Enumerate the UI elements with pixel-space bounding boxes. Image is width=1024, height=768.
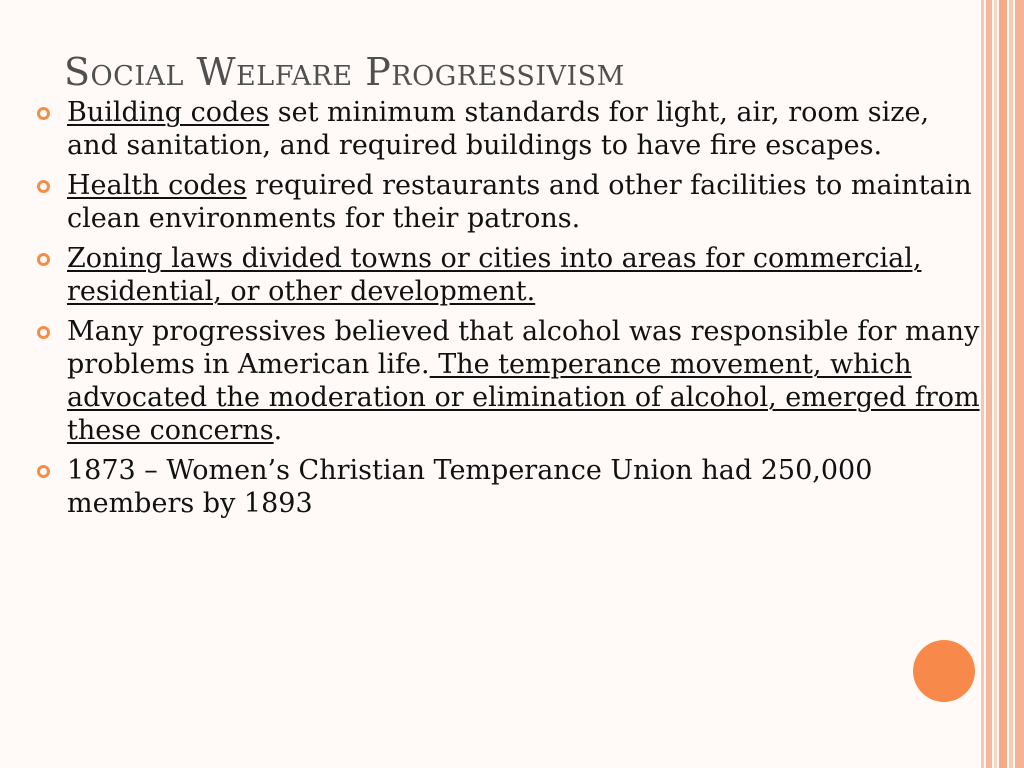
bullet-marker-icon <box>37 180 50 193</box>
bullet-marker-icon <box>37 465 50 478</box>
underlined-text: Zoning laws divided towns or cities into areas for commercial, residential, or other development. <box>67 243 922 307</box>
underlined-text: The temperance movement, which advocated the moderation or elimination of alcohol, emerged from these concerns <box>67 349 980 446</box>
orange-circle-decoration <box>913 640 975 702</box>
bullet-marker-icon <box>37 107 50 120</box>
edge-stripe <box>1009 0 1013 768</box>
bullet-item <box>34 96 982 162</box>
bullet-item <box>34 315 982 447</box>
underlined-text: Building codes <box>67 97 270 128</box>
bullet-marker-icon <box>37 326 50 339</box>
bullet-item <box>34 454 982 520</box>
edge-stripe <box>994 0 997 768</box>
bullet-text: Many progressives believed that alcohol was responsible for many problems in American life. <box>67 316 980 380</box>
edge-stripe <box>986 0 992 768</box>
slide-title: Social Welfare Progressivism <box>64 50 625 94</box>
bullet-item <box>34 169 982 235</box>
bullet-item <box>34 242 982 308</box>
underlined-text: Health codes <box>67 170 247 201</box>
bullet-text: . <box>273 415 283 446</box>
bullet-list <box>34 96 982 527</box>
bullet-text: required restaurants and other facilities to maintain clean environments for their patrons. <box>67 170 972 234</box>
bullet-text: set minimum standards for light, air, room size, and sanitation, and required buildings to have fire escapes. <box>67 97 930 161</box>
edge-stripe <box>1015 0 1024 768</box>
edge-stripe <box>999 0 1007 768</box>
bullet-text: 1873 – Women’s Christian Temperance Union had 250,000 members by 1893 <box>67 455 873 519</box>
bullet-marker-icon <box>37 253 50 266</box>
